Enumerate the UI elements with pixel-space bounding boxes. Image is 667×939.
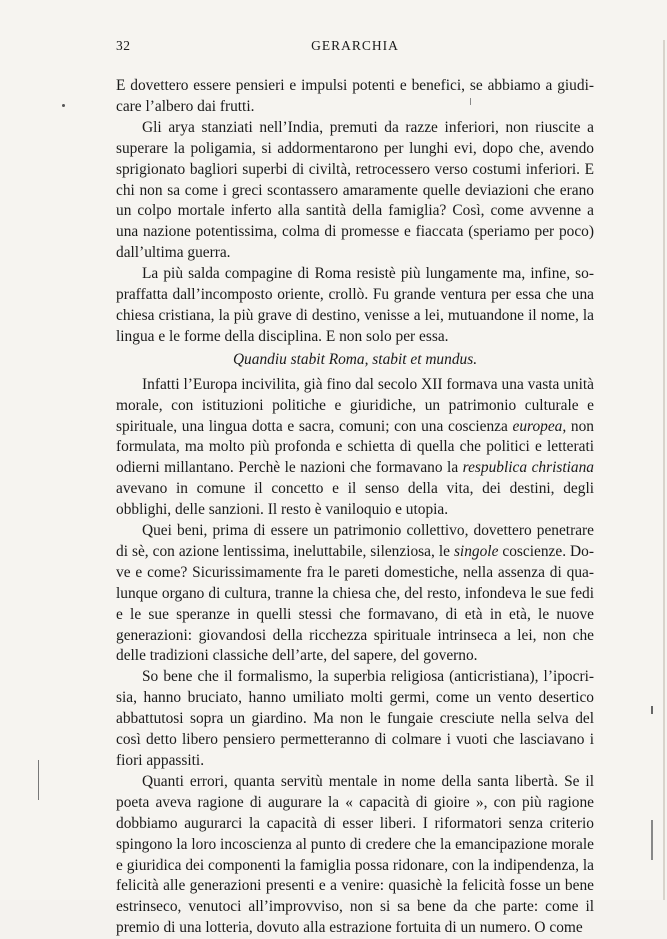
paragraph-6: Quei beni, prima di essere un patrimonio collettivo, dovettero penetrare di sè, con azione lentissima, ineluttabile, silenziosa, le singole coscienze. Dove e come? Sicurissimamente fra le pareti domestiche, nella assenza di qualunque organo di cultura, tranne la chiesa che, del resto, infondeva le sue fedi e le sue speranze in quelli stessi che formavano, di età in età, le nuove generazioni: giovandosi della ricchezza spirituale intrinseca a lei, non che delle tradizioni classiche dell’arte, del sapere, del governo. bbox=[116, 522, 594, 665]
page-number: 32 bbox=[116, 38, 131, 53]
paragraph-7: So bene che il formalismo, la superbia religiosa (anticristiana), l’ipocrisia, hanno bruciato, hanno umiliato molti germi, come un vento desertico abbattutosi sopra un giardino. Ma non le fungaie cresciute nella selva del così detto libero pensiero permetteranno di colmare i vuoti che lasciavano i fiori appassiti. bbox=[116, 668, 594, 769]
italic-respublica: respublica christiana bbox=[462, 459, 594, 477]
paragraph-1: E dovettero essere pensieri e impulsi potenti e benefici, se abbiamo a giudicare l’albero dai frutti. bbox=[116, 77, 594, 115]
italic-singole: singole bbox=[453, 542, 499, 560]
italic-europea: europea, bbox=[512, 417, 567, 435]
scan-speck bbox=[470, 98, 471, 105]
latin-motto: Quandiu stabit Roma, stabit et mundus. bbox=[232, 350, 478, 368]
page-edge-shadow bbox=[663, 40, 665, 900]
article-body bbox=[116, 76, 594, 939]
scan-speck bbox=[62, 104, 65, 107]
journal-title: GERARCHIA bbox=[311, 38, 399, 53]
scan-edge-mark bbox=[651, 820, 653, 860]
paragraph-8: Quanti errori, quanta servitù mentale in nome della santa libertà. Se il poeta aveva ragione di augurare la « capacità di gioire », con più ragione dobbiamo augurarci la capacità di esser liberi. I riformatori senza criterio spingono la loro incoscienza al punto di credere che la emancipazione morale e giuridica dei componenti la famiglia possa ridonare, con la indipendenza, la felicità alle generazioni presenti e a venire: quasichè la felicità fosse un bene estrinseco, venutoci all’improvviso, non si sa bene da che parte: come il premio di una lotteria, dovuto alla estrazione fortuita di un numero. O come bbox=[116, 772, 594, 937]
scan-edge-mark bbox=[651, 706, 653, 714]
paragraph-3: La più salda compagine di Roma resistè più lungamente ma, infine, sopraffatta dall’incomposto oriente, crollò. Fu grande ventura per essa che una chiesa cristiana, la più grave di destino, venisse a lei, mutuandone il nome, la lingua e le forme della disciplina. E non solo per essa. bbox=[116, 265, 594, 345]
paragraph-5: Infatti l’Europa incivilita, già fino dal secolo XII formava una vasta unità morale, con istituzioni politiche e giuridiche, un patrimonio culturale e spirituale, una lingua dotta e sacra, comuni; con una coscienza europea, non formulata, ma molto più profonda e schietta di quella che politici e letterati odierni millantano. Perchè le nazioni che formavano la respublica christiana avevano in comune il concetto e il senso della vita, dei destini, degli obblighi, delle sanzioni. Il resto è vaniloquio e utopia. bbox=[116, 375, 594, 519]
running-header bbox=[116, 38, 594, 56]
paragraph-2: Gli arya stanziati nell’India, premuti da razze inferiori, non riuscite a superare la poligamia, si addormentarono per lunghi evi, dopo che, avendo sprigionato bagliori superbi di civiltà, retrocessero verso costumi inferiori. E chi non sa come i greci scontassero amaramente quelle deviazioni che erano un colpo mortale inferto alla santità della famiglia? Così, come avvenne a una nazione potentissima, colma di promesse e fiaccata (speriamo per poco) dall’ultima guerra. bbox=[116, 118, 594, 262]
scan-edge-mark bbox=[38, 760, 39, 800]
